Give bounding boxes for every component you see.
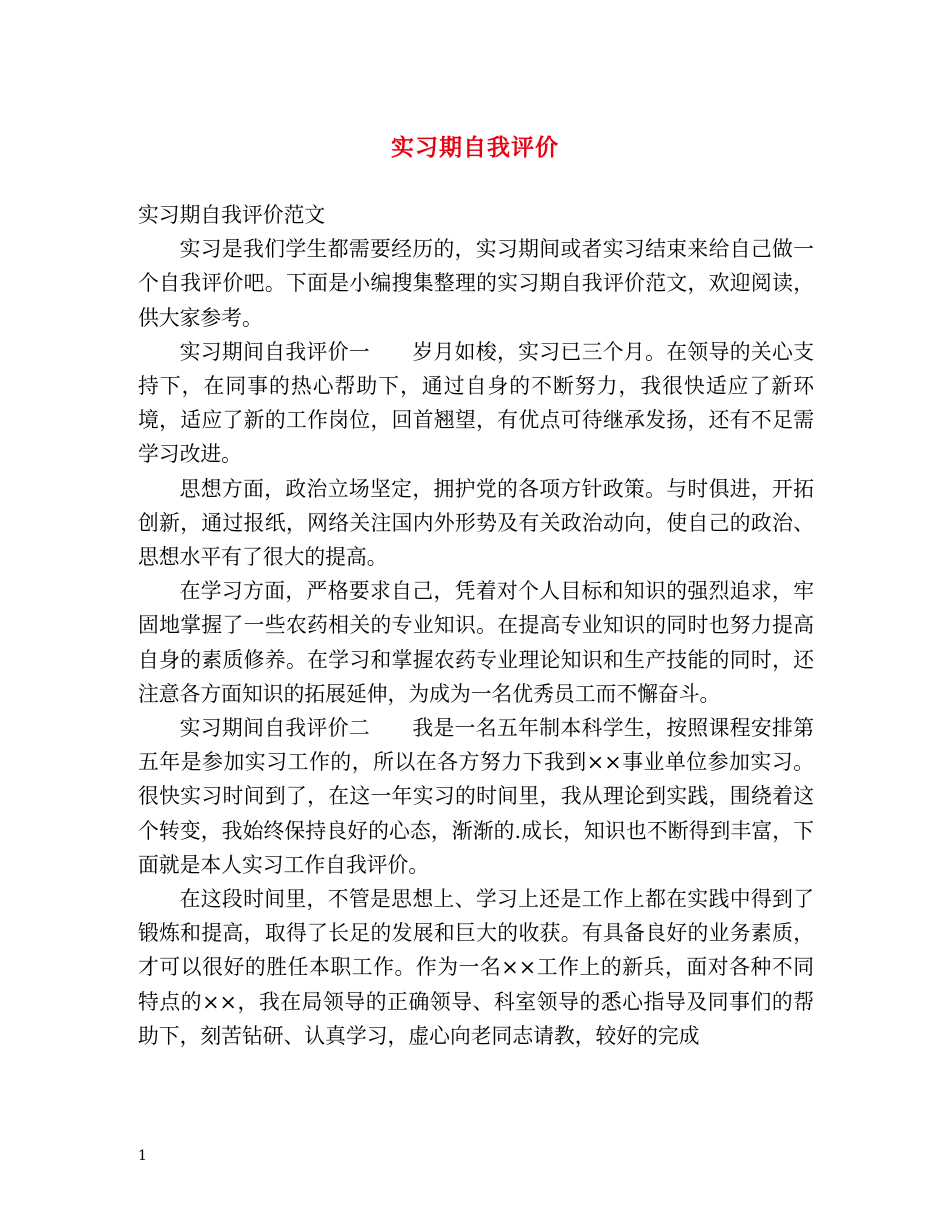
paragraph-thought: 思想方面，政治立场坚定，拥护党的各项方针政策。与时俱进，开拓创新，通过报纸，网络关注国内外形势及有关政治动向，使自己的政治、思想水平有了很大的提高。 (138, 476, 814, 570)
paragraph-intro: 实习是我们学生都需要经历的，实习期间或者实习结束来给自己做一个自我评价吧。下面是小编搜集整理的实习期自我评价范文，欢迎阅读，供大家参考。 (138, 237, 814, 330)
document-body (138, 198, 814, 1053)
paragraph-evaluation-two: 实习期间自我评价二 我是一名五年制本科学生，按照课程安排第五年是参加实习工作的，所以在各方努力下我到××事业单位参加实习。很快实习时间到了，在这一年实习的时间里，我从理论到实践，围绕着这个转变，我始终保持良好的心态，渐渐的.成长，知识也不断得到丰富，下面就是本人实习工作自我评价。 (138, 716, 814, 877)
page-number: 1 (138, 1148, 147, 1164)
paragraph-evaluation-one: 实习期间自我评价一 岁月如梭，实习已三个月。在领导的关心支持下，在同事的热心帮助下，通过自身的不断努力，我很快适应了新环境，适应了新的工作岗位，回首翘望，有优点可待继承发扬，还有不足需学习改进。 (138, 339, 814, 467)
paragraph-period: 在这段时间里，不管是思想上、学习上还是工作上都在实践中得到了锻炼和提高，取得了长足的发展和巨大的收获。有具备良好的业务素质，才可以很好的胜任本职工作。作为一名××工作上的新兵，面对各种不同特点的××，我在局领导的正确领导、科室领导的悉心指导及同事们的帮助下，刻苦钻研、认真学习，虚心向老同志请教，较好的完成 (138, 887, 814, 1048)
paragraph-study: 在学习方面，严格要求自己，凭着对个人目标和知识的强烈追求，牢固地掌握了一些农药相关的专业知识。在提高专业知识的同时也努力提高自身的素质修养。在学习和掌握农药专业理论知识和生产技能的同时，还注意各方面知识的拓展延伸，为成为一名优秀员工而不懈奋斗。 (138, 579, 814, 706)
document-subtitle: 实习期自我评价范文 (138, 203, 326, 227)
document-title: 实习期自我评价 (391, 134, 559, 161)
